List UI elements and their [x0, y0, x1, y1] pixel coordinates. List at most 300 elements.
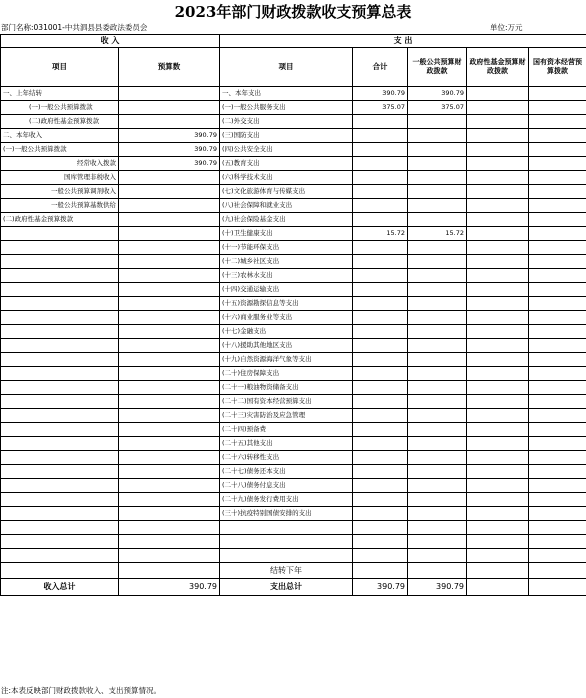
fund-budget-cell [467, 227, 529, 241]
expense-total-cell [353, 255, 408, 269]
income-value-cell [119, 115, 220, 129]
expense-item-cell: (二十九)债务发行费用支出 [220, 493, 353, 507]
general-budget-cell [408, 465, 467, 479]
state-capital-cell [529, 325, 586, 339]
empty-cell [353, 563, 408, 579]
expense-total-cell [353, 437, 408, 451]
income-value-cell [119, 339, 220, 353]
general-budget-cell [408, 255, 467, 269]
expense-general-total-value: 390.79 [408, 579, 467, 596]
general-budget-cell [408, 507, 467, 521]
income-item-cell: 一般公共预算基数供给 [1, 199, 119, 213]
table-row [1, 353, 586, 367]
general-budget-cell [408, 549, 467, 563]
carry-forward-row [1, 563, 586, 579]
expense-item-cell: (三)国防支出 [220, 129, 353, 143]
state-capital-cell [529, 311, 586, 325]
table-row [1, 241, 586, 255]
state-capital-cell [529, 115, 586, 129]
state-capital-cell [529, 255, 586, 269]
fund-budget-cell [467, 353, 529, 367]
department-label: 部门名称:031001-中共泗县县委政法委员会 [1, 23, 148, 32]
fund-budget-cell [467, 283, 529, 297]
general-budget-cell [408, 535, 467, 549]
expense-item-cell: (四)公共安全支出 [220, 143, 353, 157]
fund-budget-cell [467, 185, 529, 199]
state-capital-cell [529, 339, 586, 353]
general-budget-cell [408, 367, 467, 381]
income-value-cell [119, 297, 220, 311]
fund-budget-cell [467, 339, 529, 353]
income-value-cell [119, 199, 220, 213]
income-item-cell [1, 549, 119, 563]
expense-total-cell [353, 185, 408, 199]
state-capital-cell [529, 549, 586, 563]
income-item-cell [1, 465, 119, 479]
income-item-cell: (二)政府性基金预算拨款 [1, 213, 119, 227]
income-item-cell: 经常收入拨款 [1, 157, 119, 171]
table-row [1, 451, 586, 465]
fund-budget-cell [467, 241, 529, 255]
expense-total-cell [353, 451, 408, 465]
expense-item-cell: (十)卫生健康支出 [220, 227, 353, 241]
fund-budget-cell [467, 493, 529, 507]
income-item-cell [1, 493, 119, 507]
fund-budget-cell [467, 129, 529, 143]
income-item-cell [1, 353, 119, 367]
empty-cell [1, 563, 119, 579]
table-row [1, 521, 586, 535]
income-value-cell [119, 353, 220, 367]
expense-total-cell: 390.79 [353, 87, 408, 101]
fund-budget-cell [467, 115, 529, 129]
fund-budget-cell [467, 101, 529, 115]
income-value-cell [119, 241, 220, 255]
expense-total-cell [353, 549, 408, 563]
state-capital-cell [529, 409, 586, 423]
empty-cell [119, 563, 220, 579]
income-value-cell [119, 171, 220, 185]
fund-budget-cell [467, 423, 529, 437]
general-budget-cell [408, 381, 467, 395]
expense-total-cell [353, 143, 408, 157]
expense-total-cell [353, 409, 408, 423]
fund-budget-cell [467, 269, 529, 283]
table-row [1, 311, 586, 325]
income-item-cell [1, 269, 119, 283]
income-value-cell [119, 549, 220, 563]
income-value-cell [119, 227, 220, 241]
income-value-cell [119, 465, 220, 479]
fund-budget-cell [467, 535, 529, 549]
expense-total-cell [353, 171, 408, 185]
income-item-cell [1, 423, 119, 437]
income-value-cell: 390.79 [119, 129, 220, 143]
expense-total-cell [353, 353, 408, 367]
expense-total-cell [353, 199, 408, 213]
general-budget-cell [408, 115, 467, 129]
income-total-value: 390.79 [119, 579, 220, 596]
income-item-cell: 一般公共预算调剂收入 [1, 185, 119, 199]
table-row [1, 465, 586, 479]
expense-total-cell [353, 129, 408, 143]
expense-item-cell: 一、本年支出 [220, 87, 353, 101]
income-item-cell [1, 311, 119, 325]
income-item-cell [1, 297, 119, 311]
general-budget-cell [408, 395, 467, 409]
table-row [1, 437, 586, 451]
table-row [1, 423, 586, 437]
state-capital-cell [529, 465, 586, 479]
expense-item-cell: (十一)节能环保支出 [220, 241, 353, 255]
expense-item-cell: (二十八)债务付息支出 [220, 479, 353, 493]
empty-cell [467, 563, 529, 579]
income-item-cell [1, 479, 119, 493]
income-item-header: 项目 [1, 48, 119, 87]
expense-item-cell: (十二)城乡社区支出 [220, 255, 353, 269]
income-item-cell [1, 283, 119, 297]
table-row [1, 297, 586, 311]
expense-total-cell [353, 115, 408, 129]
fund-budget-cell [467, 311, 529, 325]
general-budget-cell: 15.72 [408, 227, 467, 241]
expense-item-cell: (十七)金融支出 [220, 325, 353, 339]
state-capital-cell [529, 269, 586, 283]
table-row [1, 227, 586, 241]
state-capital-cell [529, 199, 586, 213]
income-item-cell [1, 535, 119, 549]
state-capital-cell [529, 437, 586, 451]
fund-budget-cell [467, 381, 529, 395]
expense-item-cell [220, 549, 353, 563]
column-header-row [1, 48, 586, 87]
expense-item-cell: (二十三)灾害防治及应急管理 [220, 409, 353, 423]
table-row [1, 409, 586, 423]
expense-item-cell: (二十六)转移性支出 [220, 451, 353, 465]
income-value-cell [119, 269, 220, 283]
expense-item-cell: (二十二)国有资本经营预算支出 [220, 395, 353, 409]
general-budget-cell [408, 269, 467, 283]
expense-total-cell [353, 465, 408, 479]
general-budget-cell [408, 297, 467, 311]
table-row [1, 87, 586, 101]
expense-total-cell [353, 241, 408, 255]
expense-total-cell: 375.07 [353, 101, 408, 115]
report-title: 2023年部门财政拨款收支预算总表 [174, 3, 412, 21]
expense-item-cell [220, 535, 353, 549]
income-value-cell [119, 535, 220, 549]
table-row [1, 143, 586, 157]
expense-item-cell: (五)教育支出 [220, 157, 353, 171]
general-budget-cell [408, 353, 467, 367]
general-budget-cell [408, 479, 467, 493]
expense-item-header: 项目 [220, 48, 353, 87]
expense-item-cell: (六)科学技术支出 [220, 171, 353, 185]
table-row [1, 213, 586, 227]
income-value-cell [119, 423, 220, 437]
income-value-cell [119, 451, 220, 465]
income-total-label: 收入总计 [1, 579, 119, 596]
expense-item-cell: (二)外交支出 [220, 115, 353, 129]
state-capital-cell [529, 283, 586, 297]
state-capital-cell [529, 157, 586, 171]
income-item-cell [1, 521, 119, 535]
state-capital-cell [529, 213, 586, 227]
income-item-cell: 二、本年收入 [1, 129, 119, 143]
fund-budget-cell [467, 409, 529, 423]
carry-forward-label: 结转下年 [220, 563, 353, 579]
table-row [1, 381, 586, 395]
fund-budget-cell [467, 367, 529, 381]
general-budget-cell [408, 185, 467, 199]
table-row [1, 115, 586, 129]
unit-label: 单位:万元 [490, 23, 523, 32]
empty-cell [467, 579, 529, 596]
general-budget-cell [408, 451, 467, 465]
income-item-cell [1, 325, 119, 339]
general-budget-header: 一般公共预算财政拨款 [408, 48, 467, 87]
income-item-cell [1, 451, 119, 465]
income-value-cell [119, 87, 220, 101]
income-section-header: 收 入 [1, 35, 220, 48]
income-value-cell [119, 521, 220, 535]
expense-item-cell: (二十七)债务还本支出 [220, 465, 353, 479]
fund-budget-cell [467, 325, 529, 339]
empty-cell [529, 579, 586, 596]
expense-total-cell [353, 157, 408, 171]
expense-total-cell [353, 479, 408, 493]
table-row [1, 171, 586, 185]
fund-budget-cell [467, 297, 529, 311]
fund-budget-cell [467, 157, 529, 171]
income-value-cell [119, 479, 220, 493]
state-capital-cell [529, 101, 586, 115]
table-row [1, 549, 586, 563]
fund-budget-cell [467, 171, 529, 185]
expense-total-cell [353, 423, 408, 437]
income-value-cell: 390.79 [119, 143, 220, 157]
expense-item-cell: (一)一般公共服务支出 [220, 101, 353, 115]
general-budget-cell [408, 493, 467, 507]
expense-total-cell [353, 507, 408, 521]
income-value-cell [119, 395, 220, 409]
general-budget-cell [408, 437, 467, 451]
expense-total-cell [353, 381, 408, 395]
table-row [1, 255, 586, 269]
table-row [1, 493, 586, 507]
income-value-cell [119, 367, 220, 381]
expense-item-cell: (八)社会保障和就业支出 [220, 199, 353, 213]
table-row [1, 367, 586, 381]
totals-row [1, 579, 586, 596]
table-row [1, 199, 586, 213]
state-capital-cell [529, 353, 586, 367]
income-value-cell [119, 213, 220, 227]
fund-budget-cell [467, 255, 529, 269]
state-capital-cell [529, 381, 586, 395]
state-capital-cell [529, 171, 586, 185]
state-capital-cell [529, 479, 586, 493]
state-capital-cell [529, 367, 586, 381]
empty-cell [408, 563, 467, 579]
state-capital-cell [529, 493, 586, 507]
fund-budget-cell [467, 395, 529, 409]
state-capital-cell [529, 87, 586, 101]
table-row [1, 535, 586, 549]
general-budget-cell [408, 283, 467, 297]
expense-total-cell [353, 339, 408, 353]
expense-total-cell [353, 535, 408, 549]
income-item-cell: (一)一般公共预算拨款 [1, 143, 119, 157]
income-item-cell [1, 255, 119, 269]
state-capital-cell [529, 521, 586, 535]
income-item-cell: 国库管理非税收入 [1, 171, 119, 185]
expense-total-cell [353, 297, 408, 311]
income-item-cell [1, 367, 119, 381]
expense-total-cell [353, 269, 408, 283]
income-value-cell [119, 493, 220, 507]
state-capital-header: 国有资本经营预算拨款 [529, 48, 586, 87]
expense-total-cell [353, 367, 408, 381]
expense-total-header: 合计 [353, 48, 408, 87]
general-budget-cell [408, 409, 467, 423]
fund-budget-cell [467, 199, 529, 213]
state-capital-cell [529, 535, 586, 549]
table-row [1, 283, 586, 297]
income-value-cell [119, 185, 220, 199]
table-row [1, 185, 586, 199]
table-row [1, 157, 586, 171]
table-row [1, 479, 586, 493]
income-item-cell: 一、上年结转 [1, 87, 119, 101]
income-item-cell [1, 339, 119, 353]
expense-item-cell: (二十)住房保障支出 [220, 367, 353, 381]
state-capital-cell [529, 423, 586, 437]
expense-total-cell [353, 213, 408, 227]
budget-table [0, 34, 586, 596]
expense-item-cell: (三十)抗疫特别国债安排的支出 [220, 507, 353, 521]
income-value-cell [119, 311, 220, 325]
table-row [1, 507, 586, 521]
expense-item-cell: (十六)商业服务业等支出 [220, 311, 353, 325]
expense-total-cell [353, 283, 408, 297]
general-budget-cell [408, 521, 467, 535]
income-item-cell: (一)一般公共预算拨款 [1, 101, 119, 115]
expense-item-cell: (十九)自然资源海洋气象等支出 [220, 353, 353, 367]
income-value-cell [119, 101, 220, 115]
fund-budget-cell [467, 521, 529, 535]
expense-item-cell: (二十五)其他支出 [220, 437, 353, 451]
general-budget-cell [408, 143, 467, 157]
general-budget-cell [408, 423, 467, 437]
fund-budget-cell [467, 87, 529, 101]
table-row [1, 269, 586, 283]
income-item-cell [1, 241, 119, 255]
expense-total-cell [353, 521, 408, 535]
table-row [1, 339, 586, 353]
expense-total-cell [353, 325, 408, 339]
income-item-cell [1, 381, 119, 395]
state-capital-cell [529, 185, 586, 199]
expense-total-label: 支出总计 [220, 579, 353, 596]
state-capital-cell [529, 395, 586, 409]
fund-budget-cell [467, 465, 529, 479]
state-capital-cell [529, 507, 586, 521]
income-item-cell: (二)政府性基金预算拨款 [1, 115, 119, 129]
fund-budget-cell [467, 213, 529, 227]
expense-item-cell [220, 521, 353, 535]
income-item-cell [1, 227, 119, 241]
income-value-cell [119, 325, 220, 339]
state-capital-cell [529, 143, 586, 157]
state-capital-cell [529, 129, 586, 143]
income-value-cell [119, 507, 220, 521]
fund-budget-cell [467, 549, 529, 563]
income-value-cell: 390.79 [119, 157, 220, 171]
general-budget-cell [408, 171, 467, 185]
state-capital-cell [529, 297, 586, 311]
table-row [1, 395, 586, 409]
expense-total-value: 390.79 [353, 579, 408, 596]
state-capital-cell [529, 241, 586, 255]
general-budget-cell: 390.79 [408, 87, 467, 101]
expense-total-cell [353, 311, 408, 325]
fund-budget-cell [467, 437, 529, 451]
expense-item-cell: (十四)交通运输支出 [220, 283, 353, 297]
expense-section-header: 支 出 [220, 35, 586, 48]
fund-budget-cell [467, 507, 529, 521]
income-value-cell [119, 409, 220, 423]
income-value-cell [119, 437, 220, 451]
general-budget-cell [408, 325, 467, 339]
income-value-cell [119, 381, 220, 395]
expense-total-cell [353, 493, 408, 507]
table-row [1, 325, 586, 339]
general-budget-cell [408, 213, 467, 227]
general-budget-cell [408, 157, 467, 171]
expense-item-cell: (九)社会保险基金支出 [220, 213, 353, 227]
income-item-cell [1, 395, 119, 409]
state-capital-cell [529, 451, 586, 465]
general-budget-cell [408, 199, 467, 213]
expense-item-cell: (十三)农林水支出 [220, 269, 353, 283]
fund-budget-cell [467, 479, 529, 493]
state-capital-cell [529, 227, 586, 241]
section-header-row [1, 35, 586, 48]
income-item-cell [1, 437, 119, 451]
expense-total-cell [353, 395, 408, 409]
fund-budget-header: 政府性基金预算财政拨款 [467, 48, 529, 87]
general-budget-cell: 375.07 [408, 101, 467, 115]
table-row [1, 129, 586, 143]
table-row [1, 101, 586, 115]
income-item-cell [1, 507, 119, 521]
fund-budget-cell [467, 143, 529, 157]
expense-item-cell: (二十四)预备费 [220, 423, 353, 437]
income-budget-header: 预算数 [119, 48, 220, 87]
expense-item-cell: (十八)援助其他地区支出 [220, 339, 353, 353]
footnote: 注:本表反映部门财政拨款收入、支出预算情况。 [1, 686, 162, 695]
expense-item-cell: (二十一)粮油物资储备支出 [220, 381, 353, 395]
fund-budget-cell [467, 451, 529, 465]
income-value-cell [119, 283, 220, 297]
expense-item-cell: (七)文化旅游体育与传媒支出 [220, 185, 353, 199]
general-budget-cell [408, 129, 467, 143]
empty-cell [529, 563, 586, 579]
expense-total-cell: 15.72 [353, 227, 408, 241]
income-value-cell [119, 255, 220, 269]
expense-item-cell: (十五)资源勘探信息等支出 [220, 297, 353, 311]
